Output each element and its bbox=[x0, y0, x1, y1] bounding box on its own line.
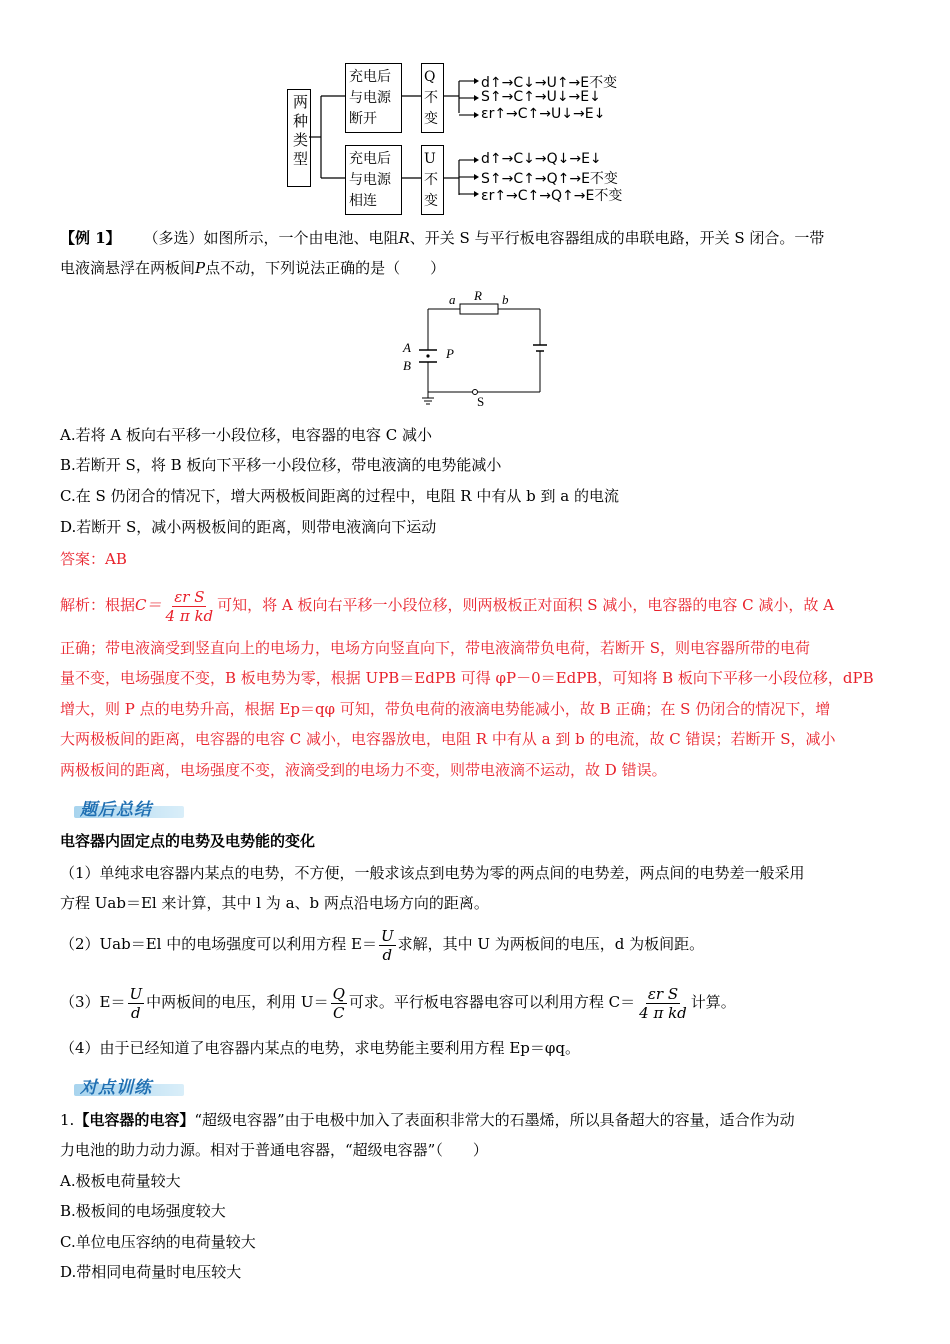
training-banner bbox=[60, 1074, 190, 1098]
fraction-denominator: 4 π kd bbox=[639, 1003, 687, 1022]
analysis-line-5: 大两极板间的距离，电容器的电容 C 减小，电容器放电，电阻 R 中有从 a 到 b 的电流，故 C 错误；若断开 S，减小 bbox=[60, 730, 836, 748]
summary-p2 bbox=[60, 924, 704, 964]
fraction-numerator: U bbox=[380, 926, 394, 945]
example-option-c: C.在 S 仍闭合的情况下，增大两极板间距离的过程中，电阻 R 中有从 b 到 a 的电流 bbox=[60, 487, 619, 505]
branch1-row-2: S↑→C↑→U↓→E↓ bbox=[481, 89, 601, 105]
summary-banner-text: 题后总结 bbox=[80, 800, 152, 820]
fraction-denominator: d bbox=[131, 1003, 141, 1022]
circuit-label-R: R bbox=[474, 288, 482, 303]
summary-p1a: （1）单纯求电容器内某点的电势，不方便，一般求该点到电势为零的两点间的电势差，两点间的电势差一般采用 bbox=[60, 864, 805, 882]
training-banner-text: 对点训练 bbox=[80, 1078, 152, 1098]
fraction-numerator: Q bbox=[332, 984, 345, 1003]
summary-p3 bbox=[60, 982, 736, 1022]
summary-heading: 电容器内固定点的电势及电势能的变化 bbox=[60, 832, 316, 850]
branch2-box bbox=[345, 145, 402, 215]
question-1-option-d: D.带相同电荷量时电压较大 bbox=[60, 1263, 242, 1281]
branch2-row-2: S↑→C↑→Q↑→E不变 bbox=[481, 171, 618, 187]
summary-text: 中两板间的电压，利用 U＝ bbox=[146, 993, 329, 1011]
summary-text: 求解，其中 U 为两板间的电压，d 为板间距。 bbox=[397, 935, 705, 953]
circuit-label-a: a bbox=[449, 292, 456, 307]
example-text: 如图所示，一个由电池、电阻 bbox=[203, 229, 399, 247]
capacitance-fraction bbox=[164, 588, 216, 625]
fraction-numerator: εr S bbox=[647, 984, 679, 1003]
example-type: （多选） bbox=[143, 229, 204, 247]
question-1-line-2: 力电池的助力动力源。相对于普通电容器，“超级电容器”（ ） bbox=[60, 1141, 488, 1159]
circuit-label-A: A bbox=[403, 340, 411, 355]
example-text: 点不动，下列说法正确的是（ ） bbox=[205, 259, 446, 277]
root-label: 两种类型 bbox=[291, 94, 309, 170]
circuit-label-b: b bbox=[502, 292, 509, 307]
question-text: “超级电容器”由于电极中加入了表面积非常大的石墨烯，所以具备超大的容量，适合作为动 bbox=[194, 1111, 795, 1129]
summary-text: 计算。 bbox=[690, 993, 736, 1011]
summary-text: （3）E＝ bbox=[60, 993, 126, 1011]
question-1-line-1 bbox=[60, 1110, 795, 1130]
question-number: 1. bbox=[60, 1111, 75, 1129]
fraction-denominator: C bbox=[332, 1003, 345, 1022]
e-field-fraction bbox=[379, 927, 396, 964]
branch2-const-box bbox=[421, 145, 444, 215]
fraction-numerator: U bbox=[129, 984, 143, 1003]
analysis-line-6: 两极板间的距离，电场强度不变，液滴受到的电场力不变，则带电液滴不运动，故 D 错误。 bbox=[60, 761, 667, 779]
analysis-line-1 bbox=[60, 585, 834, 625]
branch2-label: 充电后与电源相连 bbox=[349, 151, 391, 209]
summary-p1b: 方程 Uab＝El 来计算，其中 l 为 a、b 两点沿电场方向的距离。 bbox=[60, 894, 489, 912]
analysis-text: 可知，将 A 板向右平移一小段位移，则两极板正对面积 S 减小，电容器的电容 C 减小，故 A bbox=[217, 596, 834, 614]
e-field-fraction bbox=[128, 985, 145, 1022]
resistor bbox=[460, 304, 498, 314]
summary-banner bbox=[60, 796, 190, 820]
analysis-label: 解析： bbox=[60, 596, 106, 614]
question-tag: 【电容器的电容】 bbox=[74, 1111, 195, 1129]
example-text: 电液滴悬浮在两板间 bbox=[60, 259, 196, 277]
branch1-label: 充电后与电源断开 bbox=[349, 69, 391, 127]
analysis-line-4: 增大，则 P 点的电势升高，根据 Ep＝qφ 可知，带负电荷的液滴电势能减小，故 B 正确；在 S 仍闭合的情况下，增 bbox=[60, 700, 831, 718]
example-text: P bbox=[195, 259, 206, 277]
example-line-1 bbox=[60, 228, 824, 248]
analysis-text: C＝ bbox=[135, 596, 162, 614]
example-line-2 bbox=[60, 258, 445, 278]
branch2-row-1: d↑→C↓→Q↓→E↓ bbox=[481, 151, 602, 167]
summary-text: （2）Uab＝El 中的电场强度可以利用方程 E＝ bbox=[60, 935, 377, 953]
example-option-d: D.若断开 S，减小两极板间的距离，则带电液滴向下运动 bbox=[60, 518, 437, 536]
question-1-option-a: A.极板电荷量较大 bbox=[60, 1172, 181, 1190]
branch2-const: U不变 bbox=[424, 151, 438, 209]
example-text: 、开关 S 与平行板电容器组成的串联电路，开关 S 闭合。一带 bbox=[409, 229, 825, 247]
example-option-b: B.若断开 S，将 B 板向下平移一小段位移，带电液滴的电势能减小 bbox=[60, 456, 502, 474]
fraction-numerator: εr S bbox=[174, 587, 205, 606]
branch1-const-box bbox=[421, 63, 444, 133]
branch2-row-3: εr↑→C↑→Q↑→E不变 bbox=[481, 188, 623, 204]
branch1-row-1: d↑→C↓→U↑→E不变 bbox=[481, 75, 618, 91]
example-answer: 答案：AB bbox=[60, 550, 127, 568]
analysis-line-3: 量不变，电场强度不变，B 板电势为零，根据 UPB＝EdPB 可得 φP－0＝EdPB，可知将 B 板向下平移一小段位移，dPB bbox=[60, 669, 874, 687]
circuit-label-B: B bbox=[403, 358, 411, 373]
root-box bbox=[287, 89, 311, 187]
circuit-label-P: P bbox=[446, 346, 454, 361]
summary-p4: （4）由于已经知道了电容器内某点的电势，求电势能主要利用方程 Ep＝φq。 bbox=[60, 1039, 580, 1057]
branch1-box bbox=[345, 63, 402, 133]
branch1-const: Q不变 bbox=[424, 69, 438, 127]
circuit-diagram bbox=[395, 285, 555, 410]
analysis-text: 根据 bbox=[105, 596, 136, 614]
question-1-option-b: B.极板间的电场强度较大 bbox=[60, 1202, 226, 1220]
example-tag: 【例 1】 bbox=[60, 229, 121, 247]
voltage-fraction bbox=[331, 985, 347, 1022]
fraction-denominator: d bbox=[382, 945, 393, 964]
summary-text: 可求。平行板电容器电容可以利用方程 C＝ bbox=[348, 993, 636, 1011]
capacitance-fraction bbox=[637, 985, 689, 1022]
branch1-row-3: εr↑→C↑→U↓→E↓ bbox=[481, 106, 606, 122]
example-option-a: A.若将 A 板向右平移一小段位移，电容器的电容 C 减小 bbox=[60, 426, 432, 444]
fraction-denominator: 4 π kd bbox=[165, 606, 214, 625]
row-arrows bbox=[458, 70, 482, 210]
analysis-line-2: 正确；带电液滴受到竖直向上的电场力，电场方向竖直向下，带电液滴带负电荷，若断开 S，则电容器所带的电荷 bbox=[60, 639, 811, 657]
example-text: R bbox=[398, 229, 410, 247]
question-1-option-c: C.单位电压容纳的电荷量较大 bbox=[60, 1233, 256, 1251]
circuit-label-S: S bbox=[477, 394, 485, 409]
